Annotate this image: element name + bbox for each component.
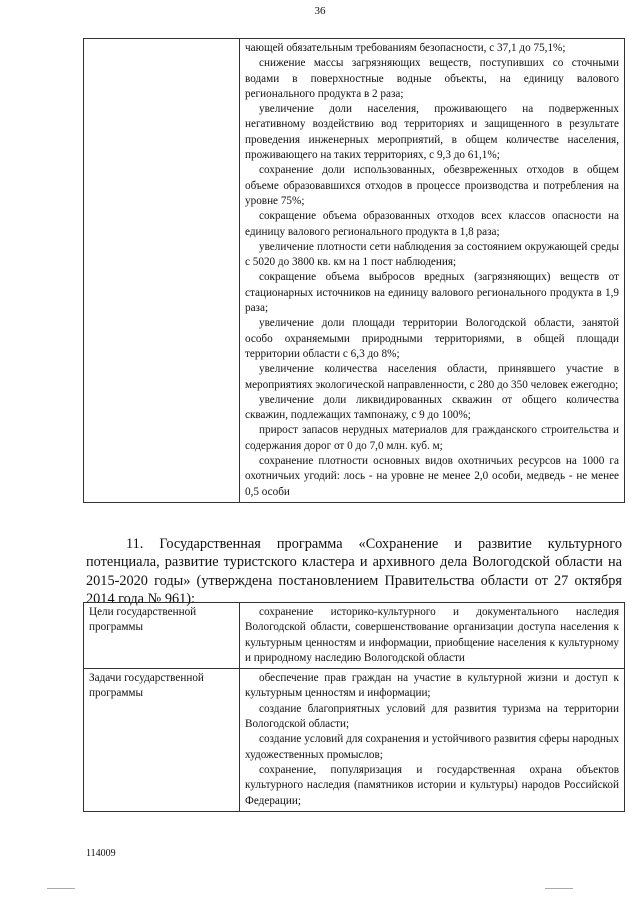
list-item: обеспечение прав граждан на участие в культурной жизни и доступ к культурным ценностям и информации; [245, 672, 619, 700]
scan-mark [47, 888, 75, 889]
list-item: увеличение доли площади территории Вологодской области, занятой особо охраняемыми природными территориями, в общей площади территории области с 6,3 до 8%; [245, 317, 619, 360]
list-item: прирост запасов нерудных материалов для гражданского строительства и содержания дорог от 0 до 7,0 млн. куб. м; [245, 424, 619, 452]
list-item: увеличение плотности сети наблюдения за состоянием окружающей среды с 5020 до 3800 кв. км на 1 пост наблюдения; [245, 240, 619, 269]
table-row [84, 603, 625, 669]
table-row [84, 39, 625, 503]
list-item: создание благоприятных условий для развития туризма на территории Вологодской области; [245, 702, 619, 731]
table-label-cell [84, 39, 240, 503]
table-content-cell [240, 669, 625, 812]
list-item: сохранение доли использованных, обезвреженных отходов в общем объеме образовавшихся отходов в процессе производства и потребления на уровне 75%; [245, 164, 619, 207]
table-label-cell [84, 603, 240, 669]
list-item: увеличение количества населения области, принявшего участие в мероприятиях экологической направленности, с 280 до 350 человек ежегодно; [245, 363, 619, 391]
section-heading: 11. Государственная программа «Сохранение и развитие культурного потенциала, развитие туристского кластера и архивного дела Вологодской области на 2015-2020 годы» (утверждена постановлением Правительства области от 27 октября 2014 года № 961): [86, 536, 622, 607]
list-item: сохранение историко-культурного и документального наследия Вологодской области, совершенствование организации доступа населения к культурным ценностям и информации, приобщение населения к культурному и природному наследию Вологодской области [245, 606, 619, 664]
program-table [83, 602, 625, 812]
row-label-tasks: Задачи государственной программы [89, 672, 204, 700]
list-item: увеличение доли ликвидированных скважин от общего количества скважин, подлежащих тампонажу, с 9 до 100%; [245, 393, 619, 422]
list-item: создание условий для сохранения и устойчивого развития сферы народных художественных промыслов; [245, 733, 619, 761]
goals-table-continued [83, 38, 625, 503]
list-item: сохранение, популяризация и государственная охрана объектов культурного наследия (памятников истории и культуры) народов Российской Федерации; [245, 763, 619, 807]
list-item: снижение массы загрязняющих веществ, поступивших со сточными водами в поверхностные водные объекты, на единицу валового регионального продукта в 2 раза; [245, 57, 619, 100]
list-item: сокращение объема выбросов вредных (загрязняющих) веществ от стационарных источников на единицу валового регионального продукта в 1,9 раза; [245, 271, 619, 315]
row-label-goals: Цели государственной программы [89, 606, 197, 634]
list-item: сохранение плотности основных видов охотничьих ресурсов на 1000 га охотничьих угодий: лось - на уровне не менее 2,0 особи, медведь - не менее 0,5 особи [245, 455, 619, 498]
table-content-cell [240, 603, 625, 669]
table-row [84, 669, 625, 812]
list-item: чающей обязательным требованиям безопасности, с 37,1 до 75,1%; [245, 42, 566, 54]
table-content-cell [240, 39, 625, 503]
scan-mark [545, 888, 573, 889]
document-code: 114009 [86, 848, 116, 859]
page-number: 36 [314, 5, 326, 17]
table-label-cell [84, 669, 240, 812]
list-item: увеличение доли населения, проживающего на подверженных негативному воздействию вод территориях и защищенного в результате проведения инженерных мероприятий, в общем количестве населения, проживающего на таких территориях, с 9,3 до 61,1%; [245, 103, 619, 162]
list-item: сокращение объема образованных отходов всех классов опасности на единицу валового регионального продукта в 1,8 раза; [245, 210, 619, 238]
